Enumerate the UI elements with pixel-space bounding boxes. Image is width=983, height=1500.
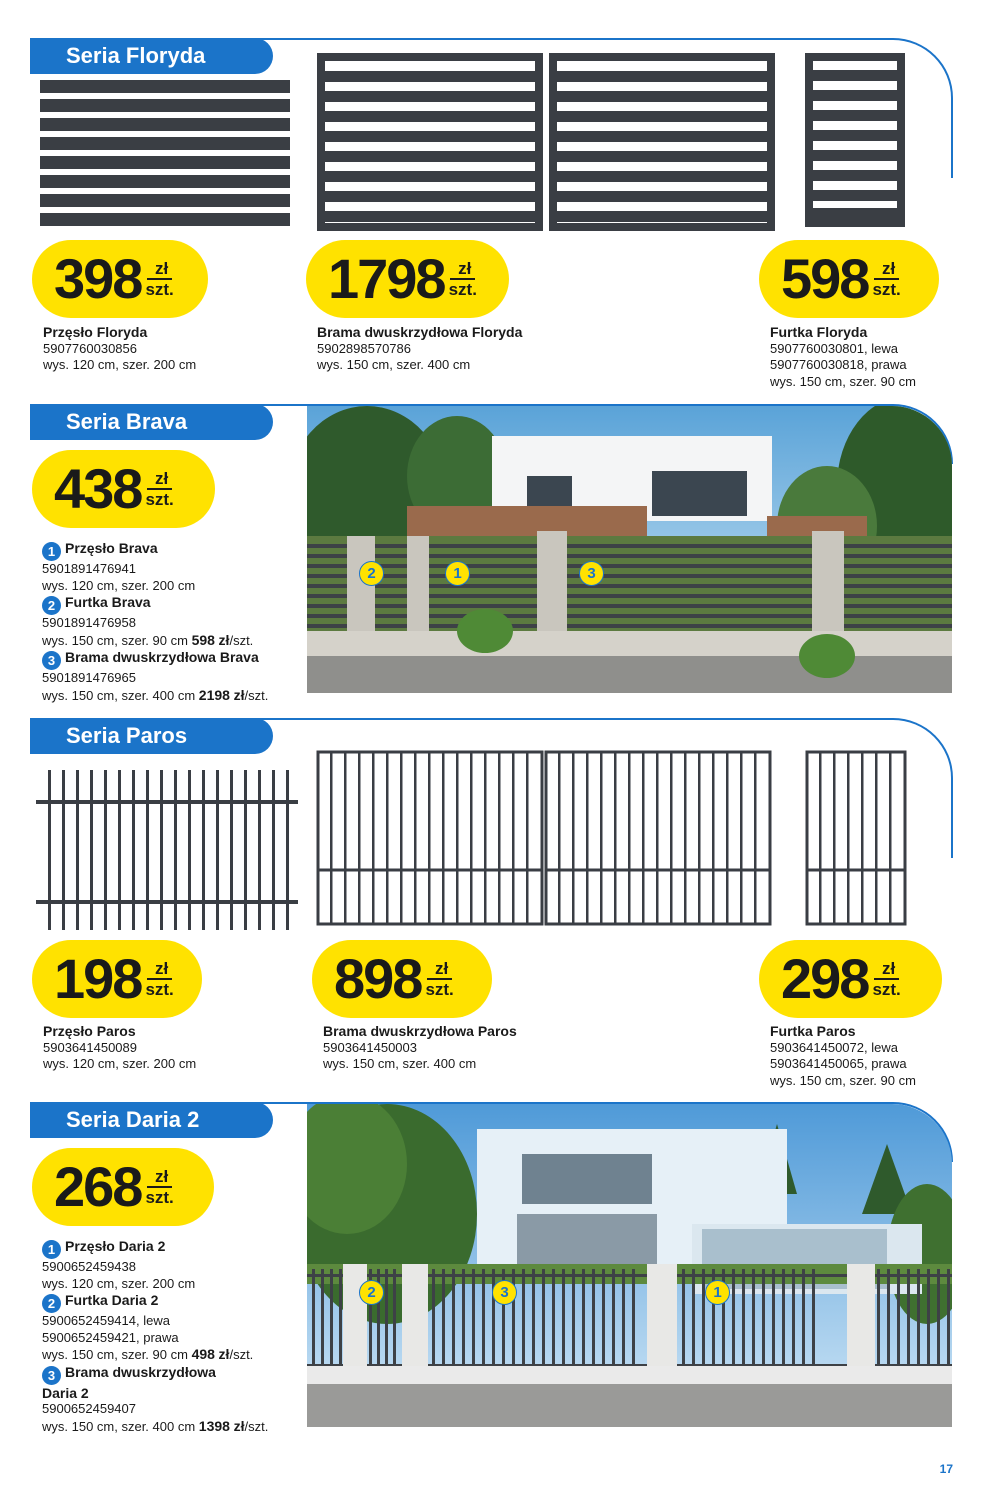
unit-label: szt. — [233, 632, 254, 648]
price-value: 438 — [54, 457, 142, 520]
unit-label: szt. — [145, 980, 174, 999]
product-name: Brama dwuskrzydłowa Brava — [65, 649, 259, 665]
product-dims: wys. 150 cm, szer. 400 cm — [317, 357, 471, 372]
photo-marker-3: 3 — [579, 561, 604, 586]
price-badge-paros-wicket — [759, 940, 942, 1018]
photo-marker-1: 1 — [445, 561, 470, 586]
product-desc-floryda-panel — [43, 324, 196, 374]
extra-price: 2198 — [198, 686, 230, 703]
price-badge-paros-panel — [32, 940, 202, 1018]
product-dims: wys. 120 cm, szer. 200 cm — [43, 357, 197, 372]
product-code-left: 5907760030801, lewa — [770, 340, 898, 356]
product-name: Furtka Brava — [65, 594, 151, 610]
product-name: Brama dwuskrzydłowa Floryda — [317, 324, 523, 340]
product-name: Przęsło Daria 2 — [65, 1238, 166, 1254]
price-value: 398 — [54, 247, 142, 310]
paros-panel-image — [36, 770, 298, 930]
currency-label: zł — [233, 1417, 245, 1434]
extra-price: 598 — [191, 631, 215, 648]
currency-label: zł — [147, 960, 172, 980]
price-value: 268 — [54, 1155, 142, 1218]
floryda-wicket-image — [805, 53, 905, 227]
item-number-badge: 1 — [42, 542, 61, 561]
product-code-right: 5903641450065, prawa — [770, 1056, 907, 1071]
unit-label: szt. — [425, 980, 454, 999]
paros-gate-image — [316, 750, 772, 926]
price-value: 1798 — [328, 247, 445, 310]
product-name: Furtka Paros — [770, 1023, 856, 1039]
currency-label: zł — [450, 260, 475, 280]
currency-label: zł — [147, 1168, 172, 1188]
currency-label: zł — [874, 960, 899, 980]
photo-marker-2: 2 — [359, 1280, 384, 1305]
product-dims: wys. 150 cm, szer. 400 cm — [42, 687, 196, 703]
unit-label: szt. — [872, 980, 901, 999]
product-desc-paros-gate — [323, 1023, 517, 1073]
product-code: 5900652459438 — [42, 1259, 136, 1274]
product-name: Przęsło Brava — [65, 540, 158, 556]
product-name: Furtka Daria 2 — [65, 1292, 159, 1308]
product-desc-floryda-wicket — [770, 324, 916, 390]
price-badge-brava — [32, 450, 215, 528]
photo-marker-1: 1 — [705, 1280, 730, 1305]
product-name: Furtka Floryda — [770, 324, 868, 340]
product-dims: wys. 150 cm, szer. 400 cm — [42, 1418, 196, 1434]
brava-house-photo — [307, 406, 952, 693]
floryda-gate-image — [317, 53, 775, 231]
product-list-daria: 1 Przęsło Daria 2 5900652459438 wys. 120 cm, szer. 200 cm 2 Furtka Daria 2 5900652459414, lewa 5900652459421, prawa wys. 150 cm, szer. 90 cm 498 zł/szt. 3 Brama dwuskrzydłowa Daria 2 5900652459407 wys. 150 cm, szer. 400 cm 1398 zł/szt. — [42, 1238, 269, 1434]
unit-label: szt. — [872, 280, 901, 299]
product-list-brava: 1 Przęsło Brava 5901891476941 wys. 120 cm, szer. 200 cm 2 Furtka Brava 5901891476958 wys. 150 cm, szer. 90 cm 598 zł/szt. 3 Brama dwuskrzydłowa Brava 5901891476965 wys. 150 cm, szer. 400 cm 2198 zł/szt. — [42, 540, 269, 703]
photo-marker-2: 2 — [359, 561, 384, 586]
series-title-floryda: Seria Floryda — [30, 38, 273, 74]
product-name: Brama dwuskrzydłowa — [65, 1363, 216, 1380]
product-dims: wys. 150 cm, szer. 90 cm — [770, 1072, 916, 1088]
product-code: 5903641450089 — [43, 1039, 137, 1055]
price-badge-paros-gate — [312, 940, 492, 1018]
floryda-panel-image — [40, 80, 290, 230]
product-code-right: 5907760030818, prawa — [770, 357, 907, 372]
series-title-brava: Seria Brava — [30, 404, 273, 440]
product-desc-floryda-gate — [317, 324, 522, 374]
unit-label: szt. — [248, 687, 269, 703]
currency-label: zł — [147, 260, 172, 280]
price-value: 598 — [781, 247, 869, 310]
photo-marker-3: 3 — [492, 1280, 517, 1305]
product-code: 5901891476958 — [42, 615, 136, 630]
product-name-cont: Daria 2 — [42, 1384, 89, 1401]
item-number-badge: 3 — [42, 1366, 61, 1385]
product-dims: wys. 120 cm, szer. 200 cm — [43, 1056, 197, 1071]
currency-label: zł — [218, 631, 230, 648]
product-code: 5900652459407 — [42, 1401, 136, 1416]
paros-wicket-image — [805, 750, 907, 926]
unit-label: szt. — [233, 1347, 254, 1362]
product-dims: wys. 150 cm, szer. 400 cm — [323, 1056, 477, 1071]
item-number-badge: 2 — [42, 1294, 61, 1313]
product-code: 5902898570786 — [317, 340, 411, 356]
page-number: 17 — [939, 1462, 953, 1476]
product-code: 5901891476941 — [42, 561, 136, 576]
product-dims: wys. 150 cm, szer. 90 cm — [42, 632, 188, 648]
product-name: Brama dwuskrzydłowa Paros — [323, 1023, 517, 1039]
extra-price: 498 — [191, 1346, 215, 1362]
price-value: 198 — [54, 947, 142, 1010]
extra-price: 1398 — [198, 1417, 230, 1434]
product-dims: wys. 120 cm, szer. 200 cm — [42, 577, 196, 593]
series-title-daria: Seria Daria 2 — [30, 1102, 273, 1138]
product-code-right: 5900652459421, prawa — [42, 1329, 179, 1345]
product-code: 5901891476965 — [42, 670, 136, 685]
product-desc-paros-wicket — [770, 1023, 916, 1089]
product-code: 5903641450003 — [323, 1039, 417, 1055]
price-badge-floryda-panel — [32, 240, 208, 318]
unit-label: szt. — [145, 490, 174, 509]
item-number-badge: 1 — [42, 1240, 61, 1259]
product-dims: wys. 120 cm, szer. 200 cm — [42, 1275, 196, 1291]
daria-house-photo — [307, 1104, 952, 1427]
product-code: 5907760030856 — [43, 340, 137, 356]
price-value: 898 — [334, 947, 422, 1010]
product-code-left: 5900652459414, lewa — [42, 1313, 170, 1328]
price-badge-daria — [32, 1148, 214, 1226]
price-value: 298 — [781, 947, 869, 1010]
currency-label: zł — [874, 260, 899, 280]
price-badge-floryda-wicket — [759, 240, 939, 318]
unit-label: szt. — [145, 280, 174, 299]
item-number-badge: 2 — [42, 596, 61, 615]
currency-label: zł — [427, 960, 452, 980]
series-title-paros: Seria Paros — [30, 718, 273, 754]
product-name: Przęsło Floryda — [43, 324, 148, 340]
product-dims: wys. 150 cm, szer. 90 cm — [42, 1347, 188, 1362]
unit-label: szt. — [248, 1418, 269, 1434]
product-name: Przęsło Paros — [43, 1023, 136, 1039]
price-badge-floryda-gate — [306, 240, 509, 318]
item-number-badge: 3 — [42, 651, 61, 670]
product-code-left: 5903641450072, lewa — [770, 1039, 898, 1055]
product-dims: wys. 150 cm, szer. 90 cm — [770, 373, 916, 389]
unit-label: szt. — [448, 280, 477, 299]
currency-label: zł — [233, 686, 245, 703]
product-desc-paros-panel — [43, 1023, 196, 1073]
unit-label: szt. — [145, 1188, 174, 1207]
currency-label: zł — [218, 1346, 230, 1362]
currency-label: zł — [147, 470, 172, 490]
